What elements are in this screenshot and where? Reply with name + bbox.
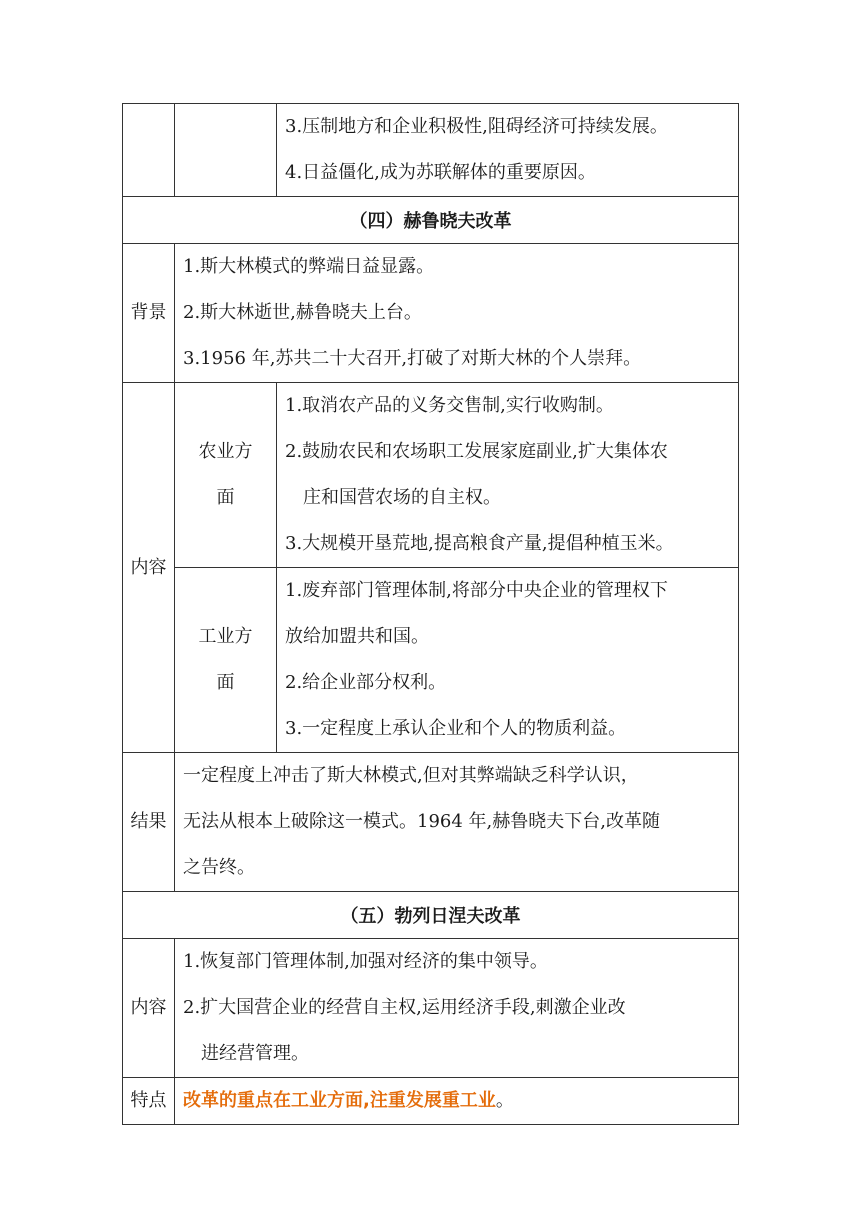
text-line: 之告终。 bbox=[183, 857, 255, 878]
section-title-brezhnev: （五）勃列日涅夫改革 bbox=[123, 892, 739, 939]
sub-label-agriculture bbox=[175, 383, 277, 568]
list-item: 进经营管理。 bbox=[201, 1043, 309, 1064]
list-item: 4.日益僵化,成为苏联解体的重要原因。 bbox=[285, 162, 596, 183]
result-content bbox=[175, 753, 739, 892]
row-label-feature: 特点 bbox=[123, 1078, 175, 1125]
industry-content bbox=[277, 568, 739, 753]
sub-label-line: 工业方 bbox=[198, 626, 253, 647]
sub-label-line: 面 bbox=[216, 487, 235, 508]
list-item: 2.给企业部分权利。 bbox=[285, 672, 447, 693]
list-item: 放给加盟共和国。 bbox=[285, 626, 429, 647]
row-label-content: 内容 bbox=[123, 383, 175, 753]
list-item: 1.斯大林模式的弊端日益显露。 bbox=[183, 256, 435, 277]
list-item: 庄和国营农场的自主权。 bbox=[303, 487, 501, 508]
feature-content bbox=[175, 1078, 739, 1125]
continuation-row bbox=[123, 104, 739, 197]
highlighted-text: 改革的重点在工业方面,注重发展重工业 bbox=[183, 1090, 496, 1111]
empty-cell bbox=[123, 104, 175, 197]
text-line: 一定程度上冲击了斯大林模式,但对其弊端缺乏科学认识， bbox=[183, 765, 639, 786]
history-table bbox=[122, 103, 739, 1125]
sub-label-industry bbox=[175, 568, 277, 753]
list-item: 2.扩大国营企业的经营自主权,运用经济手段,刺激企业改 bbox=[183, 997, 626, 1018]
list-item: 3.压制地方和企业积极性,阻碍经济可持续发展。 bbox=[285, 116, 668, 137]
agriculture-content bbox=[277, 383, 739, 568]
row-label-content: 内容 bbox=[123, 939, 175, 1078]
empty-cell bbox=[175, 104, 277, 197]
background-content bbox=[175, 244, 739, 383]
text-suffix: 。 bbox=[495, 1090, 514, 1111]
row-label-background: 背景 bbox=[123, 244, 175, 383]
section-title-khrushchev: （四）赫鲁晓夫改革 bbox=[123, 197, 739, 244]
list-item: 3.一定程度上承认企业和个人的物质利益。 bbox=[285, 718, 627, 739]
text-line: 无法从根本上破除这一模式。1964 年,赫鲁晓夫下台,改革随 bbox=[183, 811, 660, 832]
list-item: 3.大规模开垦荒地,提高粮食产量,提倡种植玉米。 bbox=[285, 533, 674, 554]
list-item: 3.1956 年,苏共二十大召开,打破了对斯大林的个人崇拜。 bbox=[183, 348, 642, 369]
list-item: 1.恢复部门管理体制,加强对经济的集中领导。 bbox=[183, 951, 548, 972]
list-item: 1.废弃部门管理体制,将部分中央企业的管理权下 bbox=[285, 580, 668, 601]
list-item: 1.取消农产品的义务交售制,实行收购制。 bbox=[285, 395, 614, 416]
continuation-content bbox=[277, 104, 739, 197]
sub-label-line: 面 bbox=[216, 672, 235, 693]
row-label-result: 结果 bbox=[123, 753, 175, 892]
list-item: 2.斯大林逝世,赫鲁晓夫上台。 bbox=[183, 302, 422, 323]
sub-label-line: 农业方 bbox=[198, 441, 253, 462]
brezhnev-content bbox=[175, 939, 739, 1078]
document-page bbox=[122, 103, 738, 1125]
list-item: 2.鼓励农民和农场职工发展家庭副业,扩大集体农 bbox=[285, 441, 668, 462]
